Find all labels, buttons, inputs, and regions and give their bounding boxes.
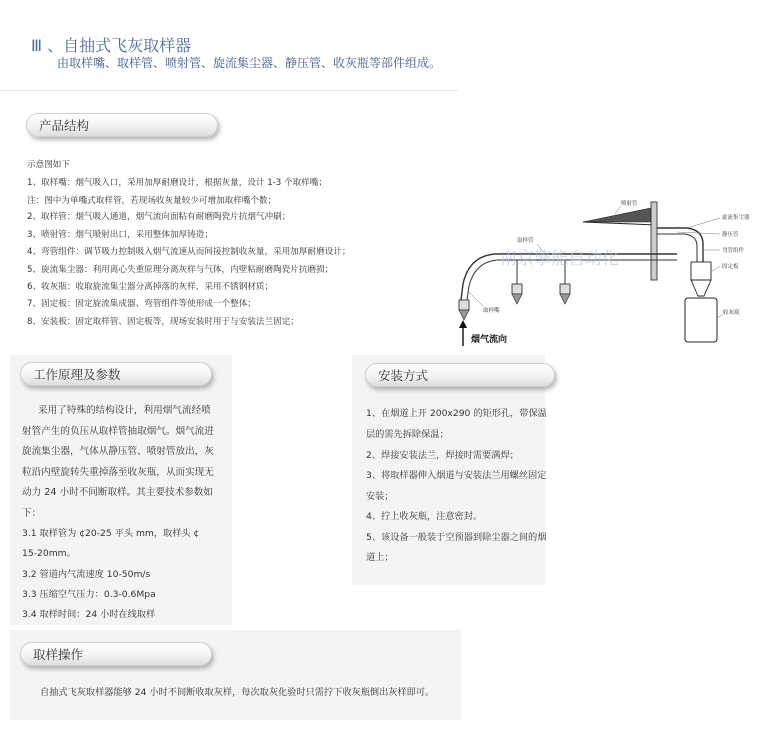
principle-line: 采用了特殊的结构设计，利用烟气流经喷 xyxy=(38,405,211,416)
principle-line: 动力 24 小时不间断取样。其主要技术参数如 xyxy=(22,487,213,498)
structure-item: 1、取样嘴：烟气吸入口，采用加厚耐磨设计，根据灰量，设计 1-3 个取样嘴； xyxy=(27,178,327,188)
structure-item: 4、弯管组件：调节吸力控制吸入烟气流速从而间接控制收灰量，采用加厚耐磨设计； xyxy=(27,247,351,257)
callout-label: 取样嘴 xyxy=(483,308,500,314)
install-line: 1、在烟道上开 200x290 的矩形孔，带保温 xyxy=(366,408,547,419)
install-line: 道上； xyxy=(366,552,394,563)
param-line: 3.4 取样时间：24 小时在线取样 xyxy=(22,609,156,620)
sampling-nozzle xyxy=(459,300,469,320)
tab-product-structure[interactable]: 产品结构 xyxy=(26,113,218,137)
install-line: 4、拧上收灰瓶，注意密封。 xyxy=(366,511,483,522)
sampler-diagram xyxy=(455,192,755,352)
callout-label: 取样管 xyxy=(517,238,534,244)
ejector-pipe xyxy=(583,208,651,222)
callout-label: 弯管组件 xyxy=(722,248,745,254)
install-line: 2、焊接安装法兰，焊接时需要满焊； xyxy=(366,450,519,461)
watermark: 南京擎能自动化 xyxy=(500,249,619,269)
install-line: 5、该设备一般装于空预器到除尘器之间的烟 xyxy=(366,532,547,543)
structure-item: 2、取样管：烟气吸入通道，烟气流向面粘有耐磨陶瓷片抗烟气冲刷； xyxy=(27,212,291,222)
install-line: 层的需先拆除保温； xyxy=(366,429,449,440)
param-line: 3.1 取样管为 ¢20-25 平头 mm，取样头 ¢ xyxy=(22,528,200,539)
param-line: 3.2 管道内气流速度 10-50m/s xyxy=(22,569,151,580)
tab-installation[interactable]: 安装方式 xyxy=(365,363,555,387)
structure-item: 3、喷射管：烟气喷射出口，采用整体加厚铸造； xyxy=(27,230,213,240)
structure-item: 7、固定板：固定旋流集成器、弯管组件等使形成一个整体； xyxy=(27,299,256,309)
structure-item: 8、安装板：固定取样管、固定板等，现场安装时用于与安装法兰固定； xyxy=(27,317,299,327)
operation-text: 自抽式飞灰取样器能够 24 小时不间断收取灰样，每次取灰化验时只需拧下收灰瓶倒出灰样即可。 xyxy=(40,687,435,698)
param-line: 15-20mm。 xyxy=(22,548,76,559)
tab-working-principle[interactable]: 工作原理及参数 xyxy=(20,362,212,386)
install-line: 安装； xyxy=(366,491,394,502)
callout-label: 旋流集尘器 xyxy=(722,215,750,221)
callout-label: 静压管 xyxy=(722,232,739,238)
collection-bottle xyxy=(685,298,717,342)
principle-line: 下： xyxy=(22,508,42,519)
mounting-plate xyxy=(651,202,657,280)
principle-line: 粒沿内壁旋转失重掉落至收灰瓶，从而实现无 xyxy=(22,467,214,478)
page-subtitle: 由取样嘴、取样管、喷射管、旋流集尘器、静压管、收灰瓶等部件组成。 xyxy=(57,56,442,70)
structure-intro: 示意图如下 xyxy=(27,160,70,170)
flow-arrow-icon xyxy=(459,320,467,346)
param-line: 3.3 压缩空气压力：0.3-0.6Mpa xyxy=(22,589,156,600)
structure-item: 5、旋流集尘器：利用离心失重原理分离灰样与气体，内壁粘耐磨陶瓷片抗磨损； xyxy=(27,265,334,275)
install-line: 3、将取样器伸入烟道与安装法兰用螺丝固定 xyxy=(366,470,547,481)
tab-sampling-operation[interactable]: 取样操作 xyxy=(20,642,212,666)
structure-item: 注：图中为单嘴式取样管，若现场收灰量较少可增加取样嘴个数； xyxy=(27,196,277,206)
callout-label: 固定板 xyxy=(722,264,739,270)
principle-line: 射管产生的负压从取样管抽取烟气。烟气流进 xyxy=(22,426,214,437)
structure-item: 6、收灰瓶：收取旋流集尘器分离掉落的灰样，采用不锈钢材质； xyxy=(27,282,274,292)
flow-direction-label: 烟气流向 xyxy=(471,335,508,345)
callout-label: 喷射管 xyxy=(621,201,638,207)
page-title: Ⅲ 、自抽式飞灰取样器 xyxy=(31,36,192,55)
divider xyxy=(0,90,458,91)
principle-line: 旋流集尘器，气体从静压管、喷射管放出，灰 xyxy=(22,446,214,457)
callout-label: 收灰瓶 xyxy=(723,310,740,316)
cyclone-collector xyxy=(691,262,711,280)
